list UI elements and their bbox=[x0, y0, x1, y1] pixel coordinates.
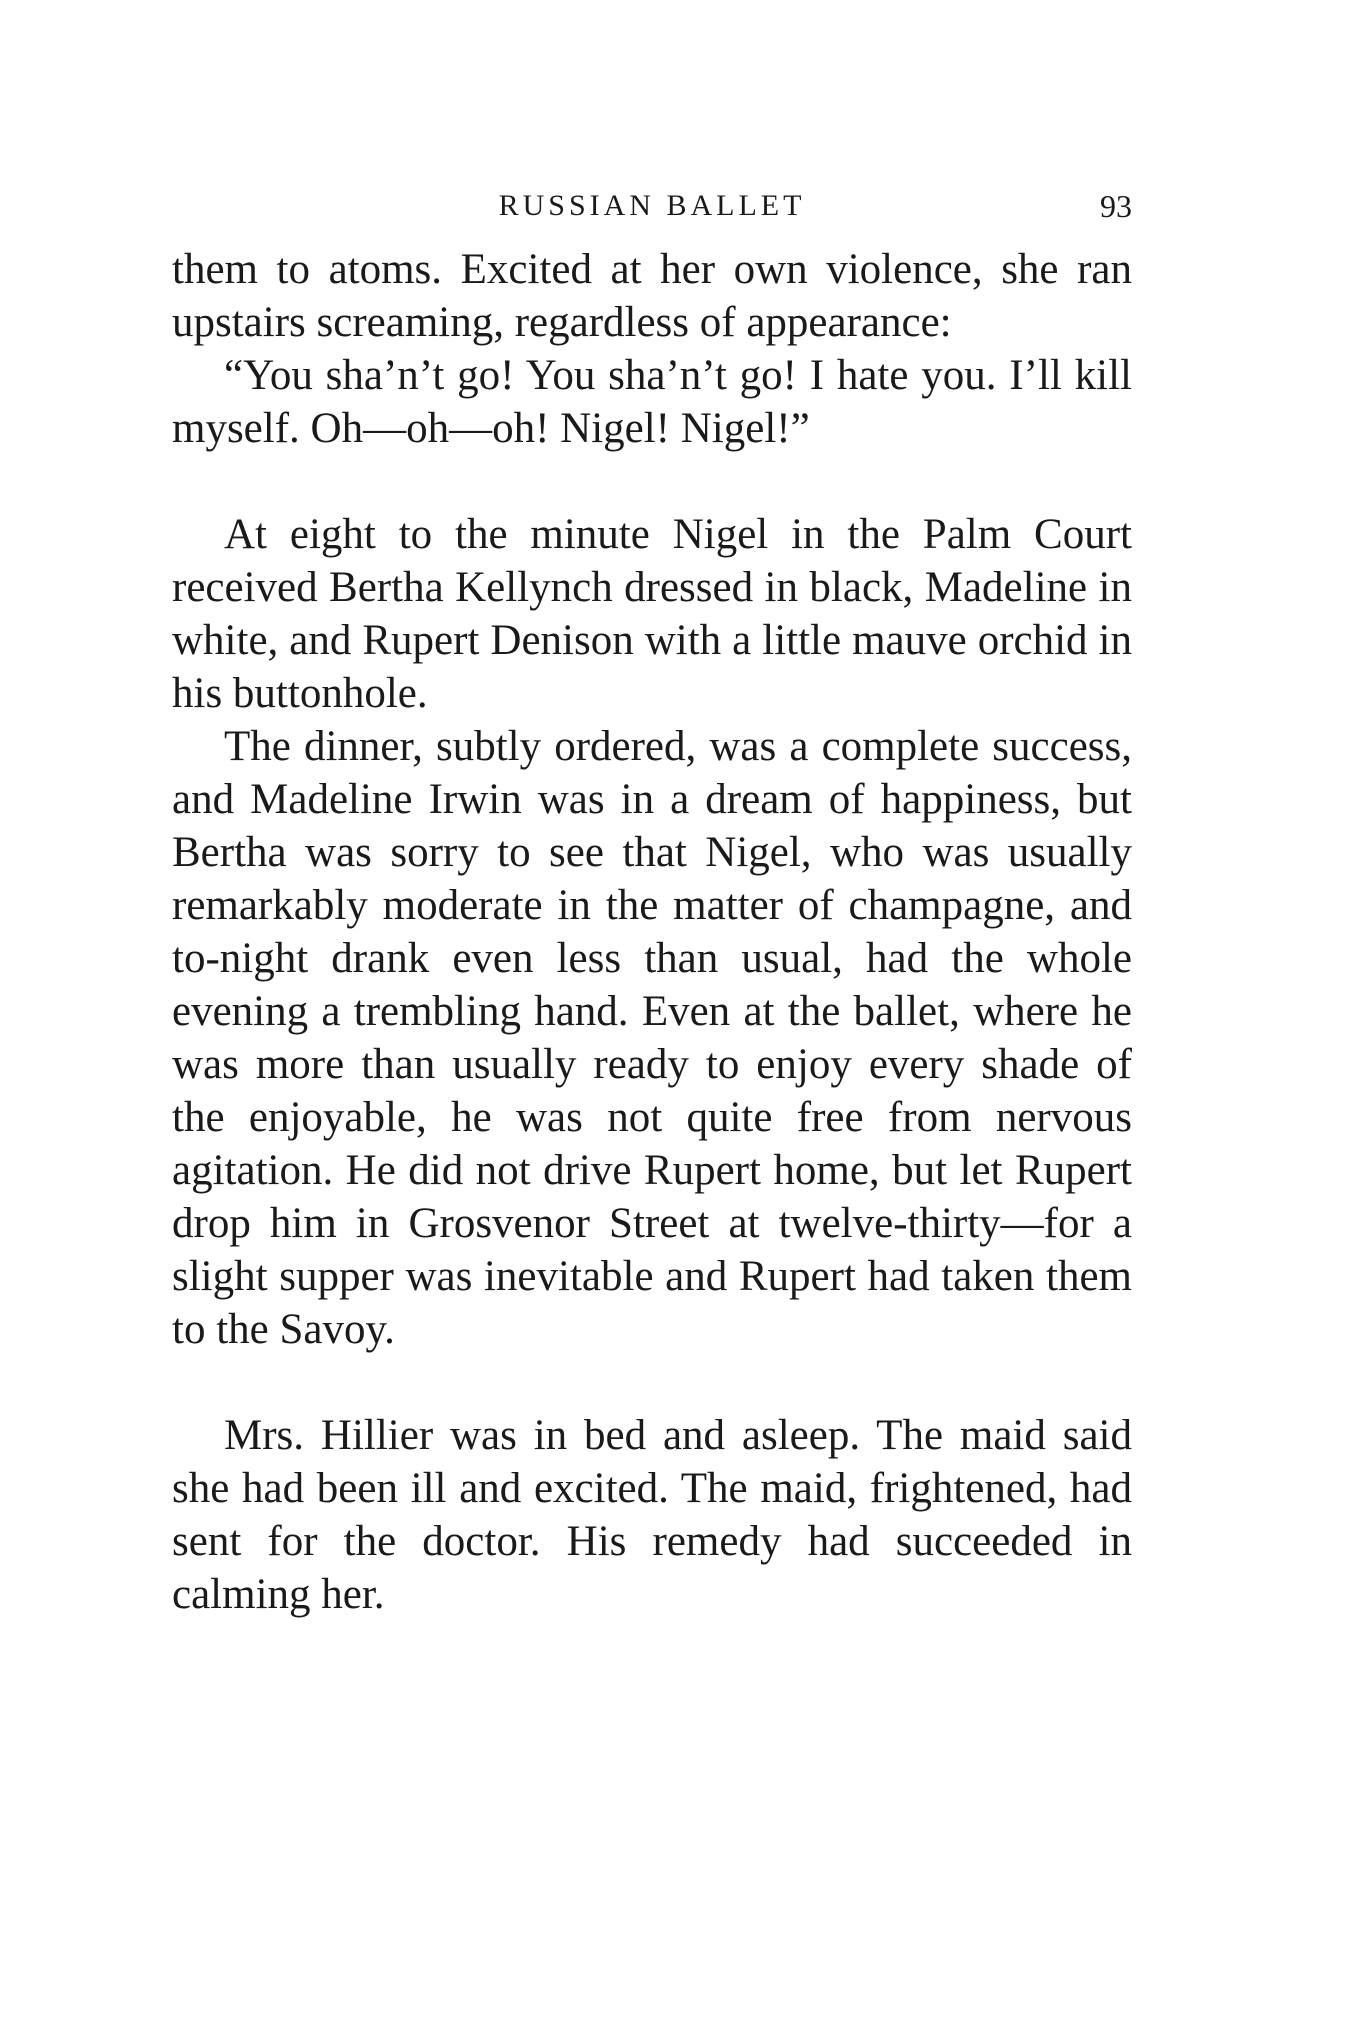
paragraph-mrs-hillier: Mrs. Hillier was in bed and asleep. The maid said she had been ill and excited. The maid, frightened, had sent for the doctor. His remedy had succeeded in calming her. bbox=[172, 1412, 1132, 1618]
section-break bbox=[172, 1356, 1132, 1409]
running-head bbox=[172, 184, 1132, 228]
section-break bbox=[172, 455, 1132, 508]
paragraph-dialogue: “You sha’n’t go! You sha’n’t go! I hate you. I’ll kill myself. Oh—oh—oh! Nigel! Nigel!” bbox=[172, 352, 1132, 452]
paragraph-dinner: The dinner, subtly ordered, was a complete success, and Madeline Irwin was in a dream of happiness, but Bertha was sorry to see that Nigel, who was usually remarkably moderate in the matter of champagne, and to-night drank even less than usual, had the whole evening a trembling hand. Even at the ballet, where he was more than usually ready to enjoy every shade of the enjoyable, he was not quite free from nervous agitation. He did not drive Rupert home, but let Rupert drop him in Grosvenor Street at twelve-thirty—for a slight supper was inevitable and Rupert had taken them to the Savoy. bbox=[172, 723, 1132, 1353]
body-text bbox=[172, 243, 1132, 1621]
paragraph-continuation: them to atoms. Excited at her own violence, she ran upstairs screaming, regardless of appearance: bbox=[172, 246, 1132, 346]
page-number: 93 bbox=[1100, 188, 1132, 224]
paragraph-palm-court: At eight to the minute Nigel in the Palm Court received Bertha Kellynch dressed in black, Madeline in white, and Rupert Denison with a little mauve orchid in his buttonhole. bbox=[172, 511, 1132, 717]
running-title: RUSSIAN BALLET bbox=[498, 189, 806, 222]
